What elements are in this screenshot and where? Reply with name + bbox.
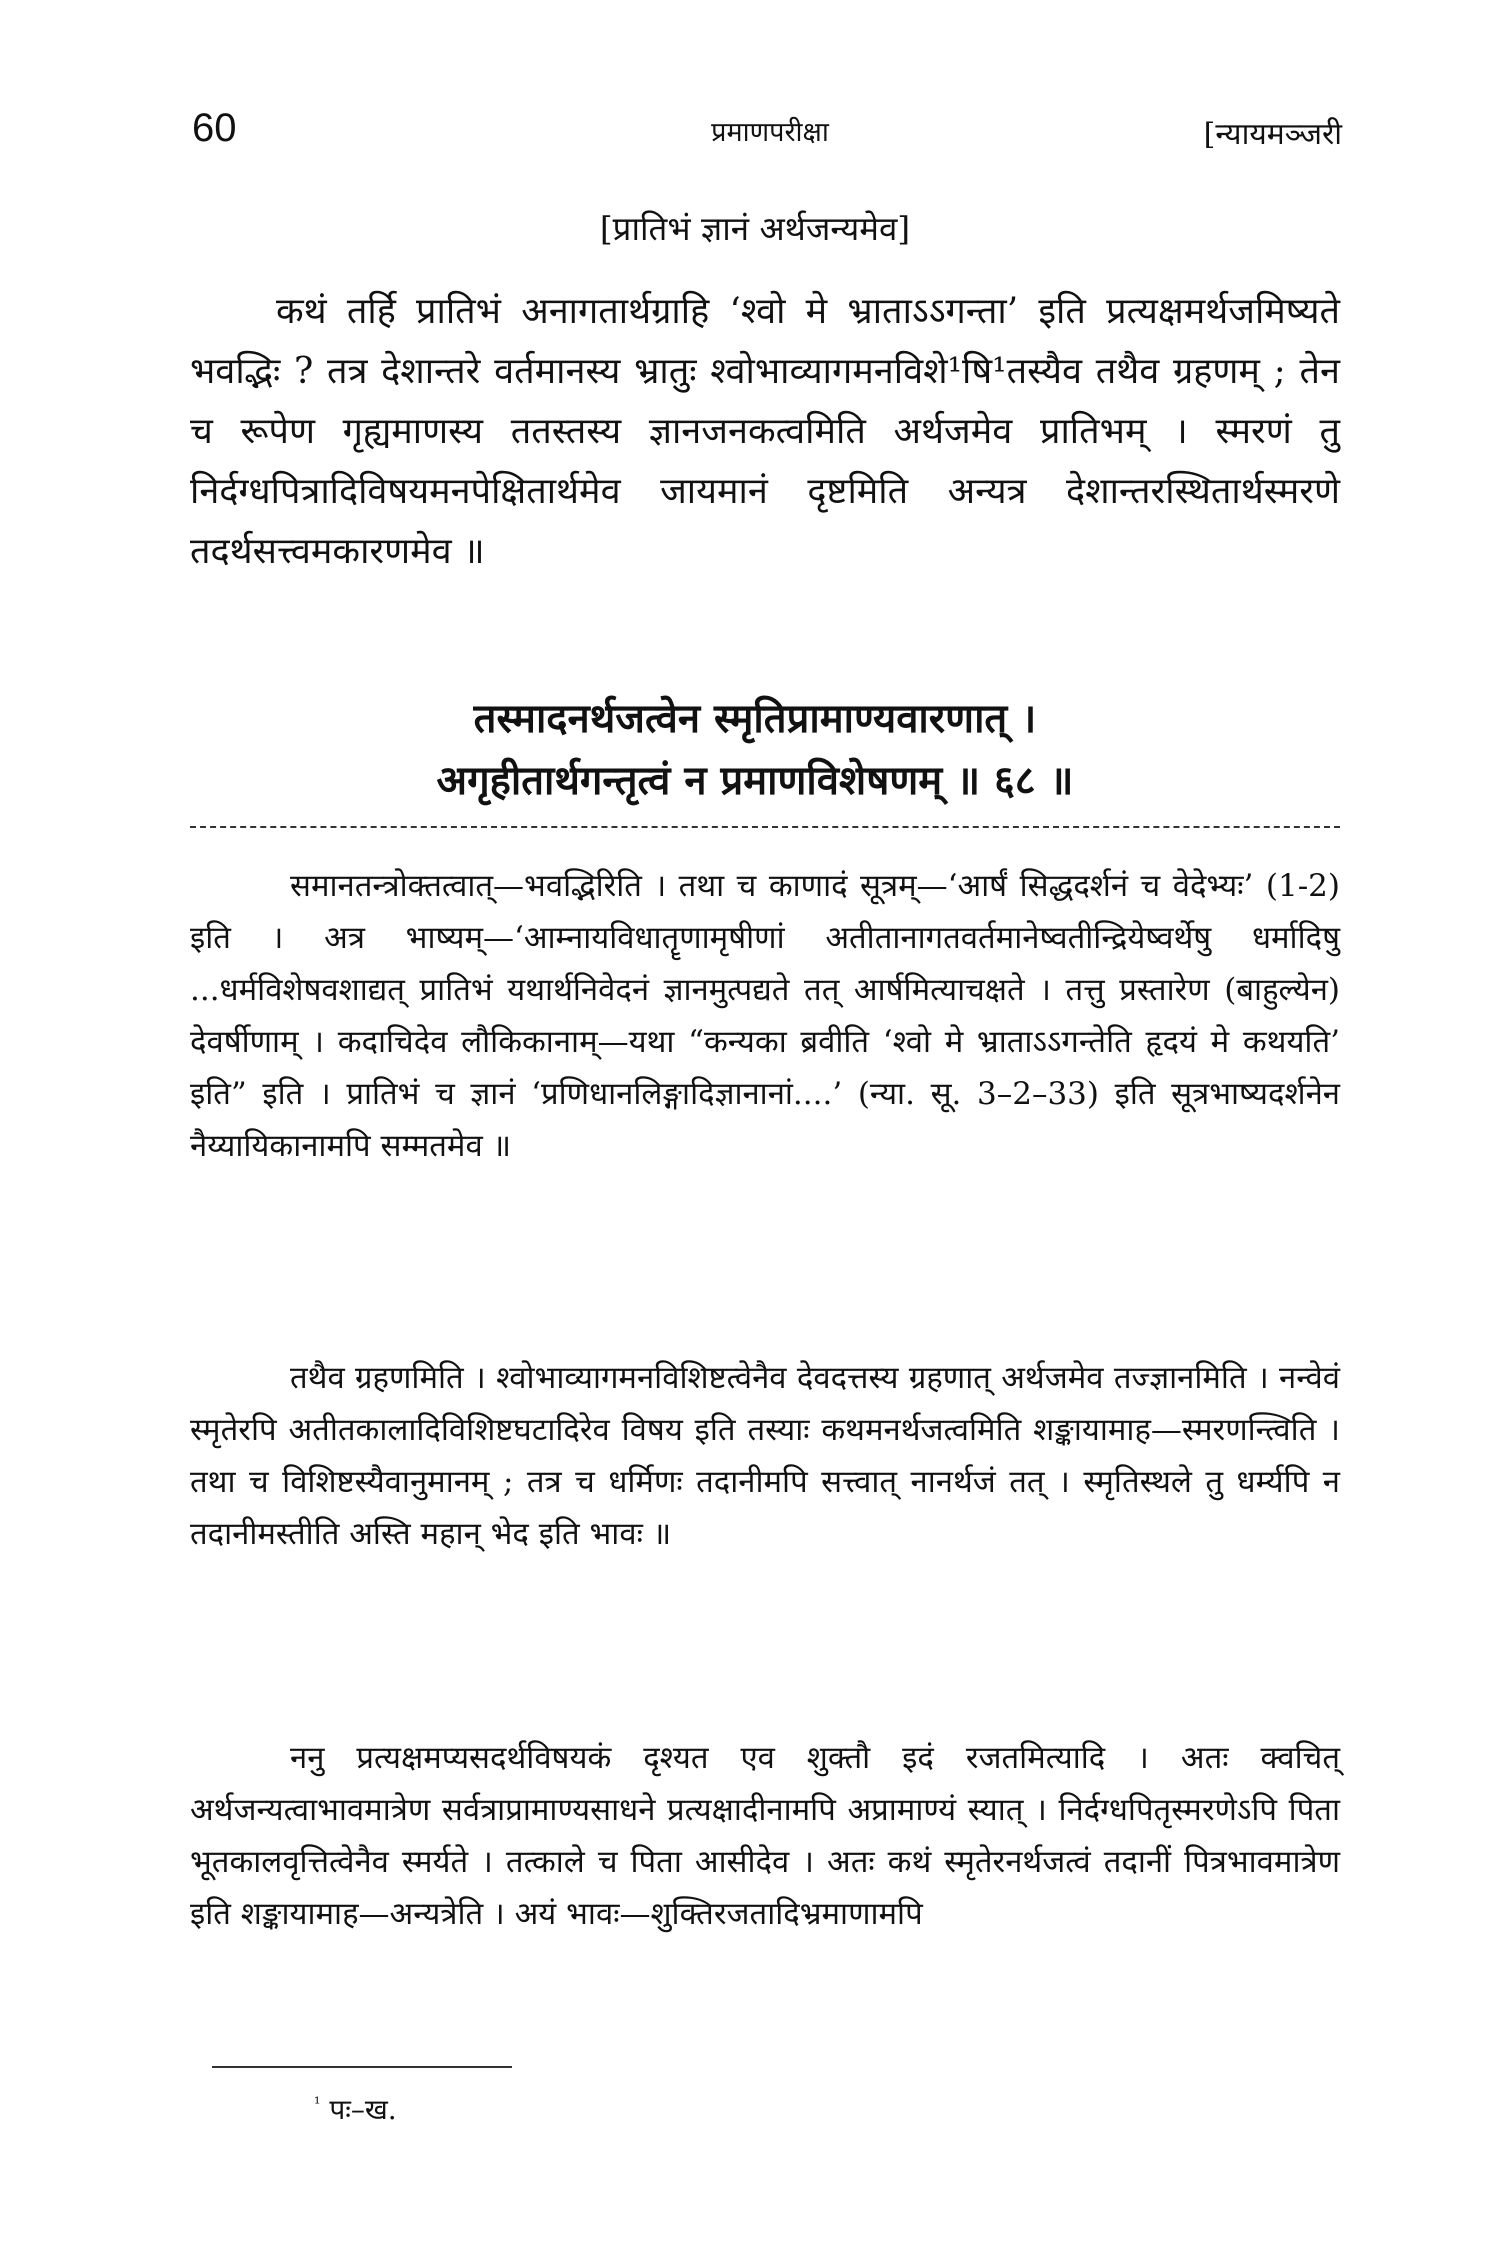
running-title: प्रमाणपरीक्षा — [711, 117, 829, 148]
footnote — [314, 2090, 397, 2128]
main-text — [190, 282, 1340, 582]
commentary-block-3 — [190, 1732, 1340, 1940]
commentary-divider — [190, 826, 1340, 828]
verse-line-1: तस्मादनर्थजत्वेन स्मृतिप्रामाण्यवारणात् । — [473, 695, 1037, 742]
commentary-block-1 — [190, 860, 1340, 1172]
main-paragraph: कथं तर्हि प्रातिभं अनागतार्थग्राहि ‘श्वो मे भ्राताऽऽगन्ता’ इति प्रत्यक्षमर्थजमिष्यते भवद्भिः ? तत्र देशान्तरे वर्तमानस्य भ्रातुः श्वोभाव्यागमनविशे¹षि¹तस्यैव तथैव ग्रहणम् ; तेन च रूपेण गृह्यमाणस्य ततस्तस्य ज्ञानजनकत्वमिति अर्थजमेव प्रातिभम् । स्मरणं तु निर्दग्धपित्रादिविषयमनपेक्षितार्थमेव जायमानं दृष्टमिति अन्यत्र देशान्तरस्थितार्थस्मरणे तदर्थसत्त्वमकारणमेव ॥ — [190, 291, 1340, 572]
footnote-text: पः–ख. — [329, 2093, 397, 2126]
commentary-paragraph-1: समानतन्त्रोक्तत्वात्—भवद्भिरिति । तथा च काणादं सूत्रम्—‘आर्षं सिद्धदर्शनं च वेदेभ्यः’ (1-2) इति । अत्र भाष्यम्—‘आम्नायविधातॄणामृषीणां अतीतानागतवर्तमानेष्वतीन्द्रियेष्वर्थेषु धर्मादिषु ...धर्मविशेषवशाद्यत् प्रातिभं यथार्थनिवेदनं ज्ञानमुत्पद्यते तत् आर्षमित्याचक्षते । तत्तु प्रस्तारेण (बाहुल्येन) देवर्षीणाम् । कदाचिदेव लौकिकानाम्—यथा “कन्यका ब्रवीति ‘श्वो मे भ्राताऽऽगन्तेति हृदयं मे कथयति’ इति” इति । प्रातिभं च ज्ञानं ‘प्रणिधानलिङ्गादिज्ञानानां....’ (न्या. सू. 3–2–33) इति सूत्रभाष्यदर्शनेन नैय्यायिकानामपि सम्मतमेव ॥ — [190, 868, 1340, 1164]
karika-verse — [0, 688, 1510, 812]
page-number: 60 — [192, 106, 237, 150]
commentary-block-2 — [190, 1352, 1340, 1560]
section-heading: [प्रातिभं ज्ञानं अर्थजन्यमेव] — [599, 209, 911, 248]
commentary-paragraph-2: तथैव ग्रहणमिति । श्वोभाव्यागमनविशिष्टत्वेनैव देवदत्तस्य ग्रहणात् अर्थजमेव तज्ज्ञानमिति । नन्वेवं स्मृतेरपि अतीतकालादिविशिष्टघटादिरेव विषय इति तस्याः कथमनर्थजत्वमिति शङ्कायामाह—स्मरणन्त्विति । तथा च विशिष्टस्यैवानुमानम् ; तत्र च धर्मिणः तदानीमपि सत्त्वात् नानर्थजं तत् । स्मृतिस्थले तु धर्म्यपि न तदानीमस्तीति अस्ति महान् भेद इति भावः ॥ — [190, 1360, 1340, 1552]
verse-line-2: अगृहीतार्थगन्तृत्वं न प्रमाणविशेषणम् ॥ ६८ ॥ — [436, 757, 1074, 804]
running-head — [0, 100, 1510, 160]
footnote-marker: ¹ — [314, 2093, 321, 2113]
footnote-divider — [212, 2066, 512, 2068]
commentary-paragraph-3: ननु प्रत्यक्षमप्यसदर्थविषयकं दृश्यत एव शुक्तौ इदं रजतमित्यादि । अतः क्वचित् अर्थजन्यत्वाभावमात्रेण सर्वत्राप्रामाण्यसाधने प्रत्यक्षादीनामपि अप्रामाण्यं स्यात् । निर्दग्धपितृस्मरणेऽपि पिता भूतकालवृत्तित्वेनैव स्मर्यते । तत्काले च पिता आसीदेव । अतः कथं स्मृतेरनर्थजत्वं तदानीं पित्रभावमात्रेण इति शङ्कायामाह—अन्यत्रेति । अयं भावः—शुक्तिरजतादिभ्रमाणामपि — [190, 1740, 1340, 1932]
book-title: [न्यायमञ्जरी — [1203, 117, 1342, 152]
